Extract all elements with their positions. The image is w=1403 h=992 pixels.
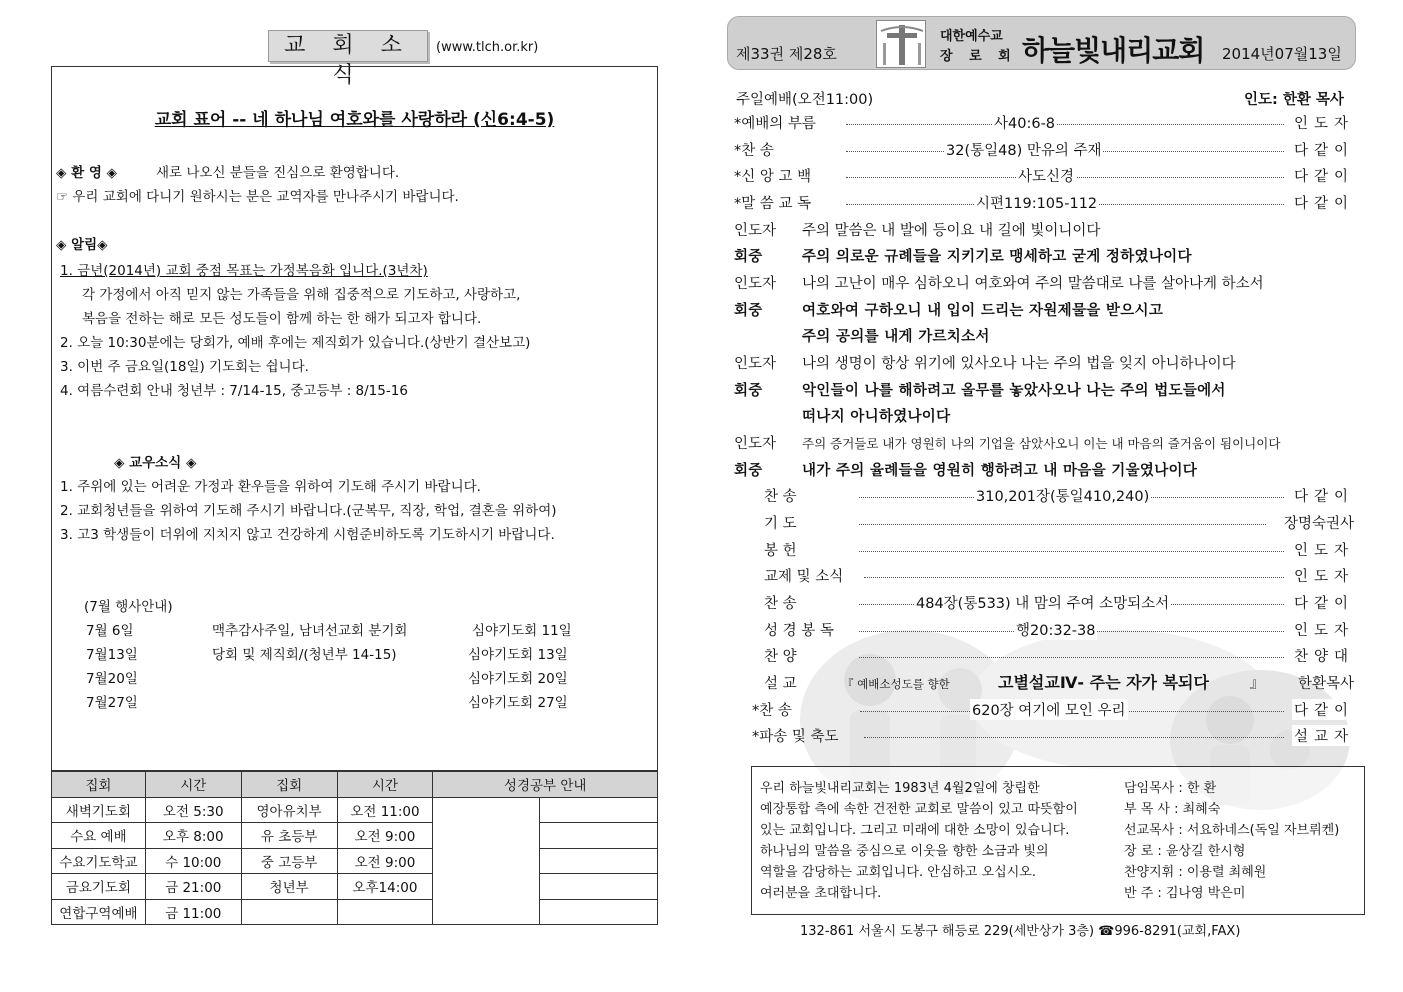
cell: 유 초등부 [241,823,337,849]
notice-item: 복음을 전하는 해로 모든 성도들이 함께 하는 한 해가 되고자 합니다. [82,311,482,327]
cell [540,823,658,849]
cell: 오전 9:00 [337,848,433,874]
notice-item: 1. 금년(2014년) 교회 중점 목표는 가정복음화 입니다.(3년차) [60,263,428,279]
event-name: 당회 및 제직회/(청년부 14-15) [212,647,397,663]
service-name: 주일예배(오전11:00) [736,92,874,108]
cell [337,899,433,925]
order-name: 찬 송 [764,489,797,505]
speaker: 인도자 [734,436,777,452]
cell: 오후 8:00 [145,823,241,849]
cell: 오전 5:30 [145,797,241,823]
speaker: 회중 [734,249,763,265]
cell: 수 10:00 [145,848,241,874]
order-leader: 다같이 [1292,592,1354,613]
cell: 금 21:00 [145,874,241,900]
order-leader: 다같이 [1292,165,1354,186]
order-item [764,512,1354,532]
intro-line: 여러분을 초대합니다. [760,886,882,901]
sermon-title: 고별설교Ⅳ- 주는 자가 복되다 [998,673,1209,692]
intro-line: 하나님의 말씀을 중심으로 이웃을 향한 소금과 빛의 [760,844,1049,859]
speaker: 인도자 [734,356,777,372]
cell: 오전 9:00 [337,823,433,849]
staff-line: 장 로 : 윤상길 한시형 [1124,844,1246,859]
cell: 청년부 [241,874,337,900]
order-content: 행20:32-38 [1014,619,1097,640]
order-name: *신 앙 고 백 [734,169,812,185]
intro-line: 역할을 감당하는 교회입니다. 안심하고 오십시오. [760,865,1036,880]
col-header: 성경공부 안내 [433,772,658,798]
dot-leader [859,524,1266,525]
speaker: 인도자 [734,276,777,292]
member-news-item: 2. 교회청년들을 위하여 기도해 주시기 바랍니다.(군복무, 직장, 학업, 결혼을 위하여) [60,503,557,519]
order-leader: 찬양대 [1292,645,1354,666]
order-item [764,539,1354,559]
reading-text: 나의 고난이 매우 심하오니 여호와여 주의 말씀대로 나를 살아나게 하소서 [802,276,1264,292]
dot-leader [846,124,1284,125]
cell: 금 11:00 [145,899,241,925]
responsive-line [734,325,990,346]
order-item [764,619,1354,639]
event-prayer: 심야기도회 20일 [468,671,568,687]
notice-heading: ◈ 알림◈ [56,237,108,253]
order-name: 봉 헌 [764,543,797,559]
responsive-line [734,459,1197,480]
members-heading: ◈ 교우소식 ◈ [114,455,197,471]
notice-item: 3. 이번 주 금요일(18일) 기도회는 쉽니다. [60,359,309,375]
cell: 중 고등부 [241,848,337,874]
dot-leader [859,657,1284,658]
staff-line: 찬양지휘 : 이용렬 최혜원 [1124,865,1267,880]
order-name: *파송 및 축도 [752,729,839,745]
order-leader: 다같이 [1292,192,1354,213]
church-logo-icon [876,20,926,68]
news-box [51,66,658,771]
bulletin-date: 2014년07월13일 [1222,45,1342,63]
staff-line: 선교목사 : 서요하네스(독일 자브뤼켄) [1124,823,1340,838]
dot-leader [864,737,1284,738]
order-name: *찬 송 [734,143,774,159]
cell: 금요기도회 [52,874,146,900]
order-name: *예배의 부름 [734,116,816,132]
col-header: 시간 [145,772,241,798]
issue-number: 제33권 제28호 [736,45,837,63]
staff-line: 반 주 : 김나영 박은미 [1124,886,1246,901]
church-name: 하늘빛내리교회 [1022,34,1205,67]
order-item [764,485,1354,505]
dot-leader [859,551,1284,552]
welcome-text: 새로 나오신 분들을 진심으로 환영합니다. [156,165,400,181]
table-row [52,899,658,925]
responsive-line [734,405,950,426]
reading-text: 주의 증거들로 내가 영원히 나의 기업을 삼았사오니 이는 내 마음의 즐거움이 됨이니이다 [802,436,1281,451]
event-prayer: 심야기도회 11일 [472,623,572,639]
cell [540,797,658,823]
bulletin-banner [727,16,1356,70]
reading-text: 여호와여 구하오니 내 입이 드리는 자원제물을 받으시고 [802,303,1164,319]
event-date: 7월 6일 [86,623,134,639]
presider: 인도: 한환 목사 [1244,92,1344,108]
order-item [764,645,1354,665]
church-info-box [751,766,1365,915]
order-leader: 인도자 [1292,112,1354,133]
responsive-line [734,432,1280,453]
order-content: 620장 여기에 모인 우리 [970,699,1128,720]
order-item [734,165,1354,185]
event-date: 7월20일 [86,671,138,687]
order-leader: 장명숙권사 [1282,512,1354,533]
order-leader: 설교자 [1292,725,1354,746]
welcome-text-2: ☞ 우리 교회에 다니기 원하시는 분은 교역자를 만나주시기 바랍니다. [56,189,459,205]
cell [540,874,658,900]
order-leader: 다같이 [1292,485,1354,506]
order-item [752,699,1354,719]
reading-text: 주의 공의를 내게 가르치소서 [802,329,990,345]
notice-item: 각 가정에서 아직 믿지 않는 가족들을 위해 집중적으로 기도하고, 사랑하고, [82,287,521,303]
sermon-item [764,672,1354,692]
order-item [734,112,1354,132]
reading-text: 떠나지 아니하였나이다 [802,409,951,425]
speaker: 회중 [734,383,763,399]
order-leader: 인도자 [1292,565,1354,586]
church-motto: 교회 표어 -- 네 하나님 여호와를 사랑하라 (신6:4-5) [154,110,555,130]
order-content: 사도신경 [1016,165,1076,186]
order-content: 사40:6-8 [992,112,1057,133]
event-prayer: 심야기도회 13일 [468,647,568,663]
order-leader: 다같이 [1292,699,1354,720]
responsive-line [734,352,1236,373]
sermon-prefix: 『 예배소성도를 향한 [842,677,950,691]
order-name: 교제 및 소식 [764,569,844,585]
order-name: *찬 송 [752,703,792,719]
event-date: 7월27일 [86,695,138,711]
order-leader: 인도자 [1292,619,1354,640]
order-item [734,192,1354,212]
events-heading: (7월 행사안내) [84,599,173,615]
intro-line: 우리 하늘빛내리교회는 1983년 4월2일에 창립한 [760,781,1040,796]
order-name: 기 도 [764,516,797,532]
event-date: 7월13일 [86,647,138,663]
cell [540,848,658,874]
col-header: 시간 [337,772,433,798]
speaker: 회중 [734,303,763,319]
cell: 오후14:00 [337,874,433,900]
event-name: 맥추감사주일, 남녀선교회 분기회 [212,623,408,639]
cell: 수요기도학교 [52,848,146,874]
order-leader: 다같이 [1292,139,1354,160]
table-row [52,797,658,823]
order-leader: 한환목사 [1297,676,1354,692]
staff-line: 담임목사 : 한 환 [1124,781,1217,796]
order-item [734,139,1354,159]
event-prayer: 심야기도회 27일 [468,695,568,711]
order-item [764,565,1354,585]
order-name: 찬 양 [764,649,797,665]
responsive-line [734,219,1100,240]
dot-leader [864,577,1284,578]
order-leader: 인도자 [1292,539,1354,560]
responsive-line [734,379,1226,400]
reading-text: 나의 생명이 항상 위기에 있사오나 나는 주의 법을 잊지 아니하나이다 [802,356,1236,372]
denomination: 대한예수교 [940,29,1003,44]
notice-item: 2. 오늘 10:30분에는 당회가, 예배 후에는 제직회가 있습니다.(상반기 결산보고) [60,335,531,351]
member-news-item: 1. 주위에 있는 어려운 가정과 환우들을 위하여 기도해 주시기 바랍니다. [60,479,481,495]
member-news-item: 3. 고3 학생들이 더위에 지치지 않고 건강하게 시험준비하도록 기도하시기 바랍니다. [60,527,555,543]
order-name: 찬 송 [764,596,797,612]
reading-text: 주의 말씀은 내 발에 등이요 내 길에 빛이니이다 [802,223,1101,239]
order-content: 484장(통533) 내 맘의 주여 소망되소서 [914,592,1171,613]
cell: 새벽기도회 [52,797,146,823]
church-url[interactable]: (www.tlch.or.kr) [436,40,539,55]
table-row [52,823,658,849]
table-row [52,848,658,874]
order-name: *말 씀 교 독 [734,196,812,212]
welcome-heading: ◈ 환 영 ◈ [56,165,117,181]
cell: 영아유치부 [241,797,337,823]
bible-study-cell [433,797,540,925]
order-item [764,592,1354,612]
order-name: 설 교 [764,676,797,692]
sermon-suffix: 』 [1250,676,1265,692]
order-name: 성 경 봉 독 [764,623,834,639]
cell: 연합구역예배 [52,899,146,925]
cell [241,899,337,925]
speaker: 인도자 [734,223,777,239]
speaker: 회중 [734,463,763,479]
presbytery: 장 로 회 [940,49,1017,64]
intro-line: 있는 교회입니다. 그리고 미래에 대한 소망이 있습니다. [760,823,1070,838]
order-content: 시편119:105-112 [974,192,1099,213]
reading-text: 악인들이 나를 해하려고 올무를 놓았사오나 나는 주의 법도들에서 [802,383,1226,399]
news-title: 교 회 소 식 [268,30,428,62]
table-row [52,874,658,900]
cell: 수요 예배 [52,823,146,849]
order-content: 310,201장(통일410,240) [974,485,1151,506]
col-header: 집회 [241,772,337,798]
staff-line: 부 목 사 : 최혜숙 [1124,802,1221,817]
cell: 오전 11:00 [337,797,433,823]
meeting-schedule-table [51,771,658,925]
reading-text: 내가 주의 율례들을 영원히 행하려고 내 마음을 기울였나이다 [802,463,1198,479]
cell [540,899,658,925]
order-content: 32(통일48) 만유의 주재 [944,139,1103,160]
col-header: 집회 [52,772,146,798]
responsive-line [734,299,1163,320]
schedule-header-row [52,772,658,798]
notice-item: 4. 여름수련회 안내 청년부 : 7/14-15, 중고등부 : 8/15-16 [60,383,408,399]
order-item [752,725,1354,745]
responsive-line [734,245,1192,266]
reading-text: 주의 의로운 규례들을 지키기로 맹세하고 굳게 정하였나이다 [802,249,1192,265]
intro-line: 예장통합 측에 속한 건전한 교회로 말씀이 있고 따뜻함이 [760,802,1078,817]
church-address: 132-861 서울시 도봉구 해등로 229(세반상가 3층) ☎996-8291(교회,FAX) [800,924,1241,939]
responsive-line [734,272,1264,293]
